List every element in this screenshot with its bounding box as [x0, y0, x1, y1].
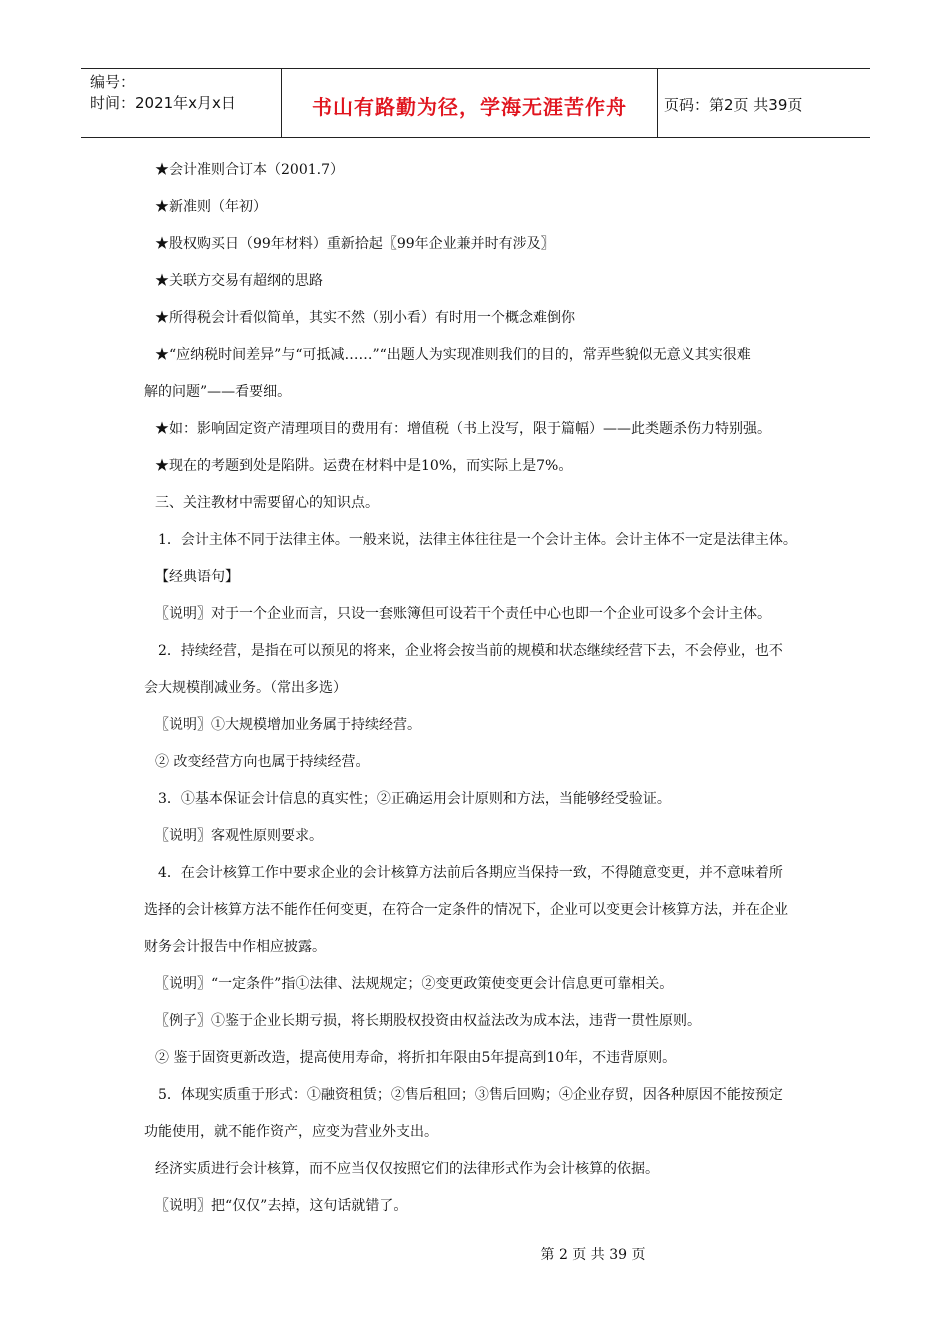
body-line: 三、关注教材中需要留心的知识点。: [155, 495, 379, 511]
body-line: 〖说明〗把“仅仅”去掉，这句话就错了。: [155, 1198, 408, 1214]
body-line: 〖说明〗对于一个企业而言，只设一套账簿但可设若干个责任中心也即一个企业可设多个会计主体。: [155, 606, 771, 622]
header-page-info: [658, 69, 870, 137]
footer-page-number: 第 2 页 共 39 页: [540, 1247, 646, 1263]
body-line: 财务会计报告中作相应披露。: [144, 939, 326, 955]
body-line: ★现在的考题到处是陷阱。运费在材料中是10%，而实际上是7%。: [155, 458, 573, 474]
motto: 书山有路勤为径，学海无涯苦作舟: [312, 94, 627, 119]
body-line: 经济实质进行会计核算，而不应当仅仅按照它们的法律形式作为会计核算的依据。: [155, 1161, 659, 1177]
body-line: ★新准则（年初）: [155, 199, 267, 215]
body-line: 2．持续经营，是指在可以预见的将来，企业将会按当前的规模和状态继续经营下去，不会停业，也不: [158, 643, 783, 659]
body-line: ★关联方交易有超纲的思路: [155, 273, 323, 289]
body-line: 1．会计主体不同于法律主体。一般来说，法律主体往往是一个会计主体。会计主体不一定是法律主体。: [158, 532, 797, 548]
body-line: 5．体现实质重于形式：①融资租赁；②售后租回；③售后回购；④企业存贸，因各种原因不能按预定: [158, 1087, 783, 1103]
body-line: ★如：影响固定资产清理项目的费用有：增值税（书上没写，限于篇幅）——此类题杀伤力特别强。: [155, 421, 771, 437]
body-line: ② 改变经营方向也属于持续经营。: [155, 754, 370, 770]
page-header: [81, 68, 870, 138]
body-line: 3．①基本保证会计信息的真实性；②正确运用会计原则和方法，当能够经受验证。: [158, 791, 671, 807]
body-line: 〖说明〗“一定条件”指①法律、法规规定；②变更政策使变更会计信息更可靠相关。: [155, 976, 674, 992]
body-line: 功能使用，就不能作资产，应变为营业外支出。: [144, 1124, 438, 1140]
body-line: ★股权购买日（99年材料）重新拾起〖99年企业兼并时有涉及〗: [155, 236, 555, 252]
body-line: 解的问题”——看要细。: [144, 384, 292, 400]
document-body: [144, 158, 808, 1231]
header-motto-cell: [282, 69, 658, 137]
body-line: 【经典语句】: [155, 569, 239, 585]
page-info: 页码：第2页 共39页: [664, 95, 803, 114]
body-line: ② 鉴于固资更新改造，提高使用寿命，将折扣年限由5年提高到10年，不违背原则。: [155, 1050, 677, 1066]
body-line: 选择的会计核算方法不能作任何变更，在符合一定条件的情况下，企业可以变更会计核算方法，并在企业: [144, 902, 788, 918]
body-line: 会大规模削减业务。（常出多选）: [144, 680, 347, 696]
header-meta: [81, 69, 282, 137]
page-footer: [0, 1244, 950, 1264]
body-line: 〖例子〗①鉴于企业长期亏损，将长期股权投资由权益法改为成本法，违背一贯性原则。: [155, 1013, 701, 1029]
body-line: 〖说明〗①大规模增加业务属于持续经营。: [155, 717, 421, 733]
body-line: ★“应纳税时间差异”与“可抵减……”“出题人为实现准则我们的目的，常弄些貌似无意义其实很难: [155, 347, 751, 363]
body-line: 4．在会计核算工作中要求企业的会计核算方法前后各期应当保持一致，不得随意变更，并不意味着所: [158, 865, 783, 881]
time-label: 时间：2021年x月x日: [90, 94, 236, 112]
body-line: ★所得税会计看似简单，其实不然（别小看）有时用一个概念难倒你: [155, 310, 575, 326]
body-line: 〖说明〗客观性原则要求。: [155, 828, 323, 844]
body-line: ★会计准则合订本（2001.7）: [155, 162, 344, 178]
serial-label: 编号：: [90, 73, 136, 91]
